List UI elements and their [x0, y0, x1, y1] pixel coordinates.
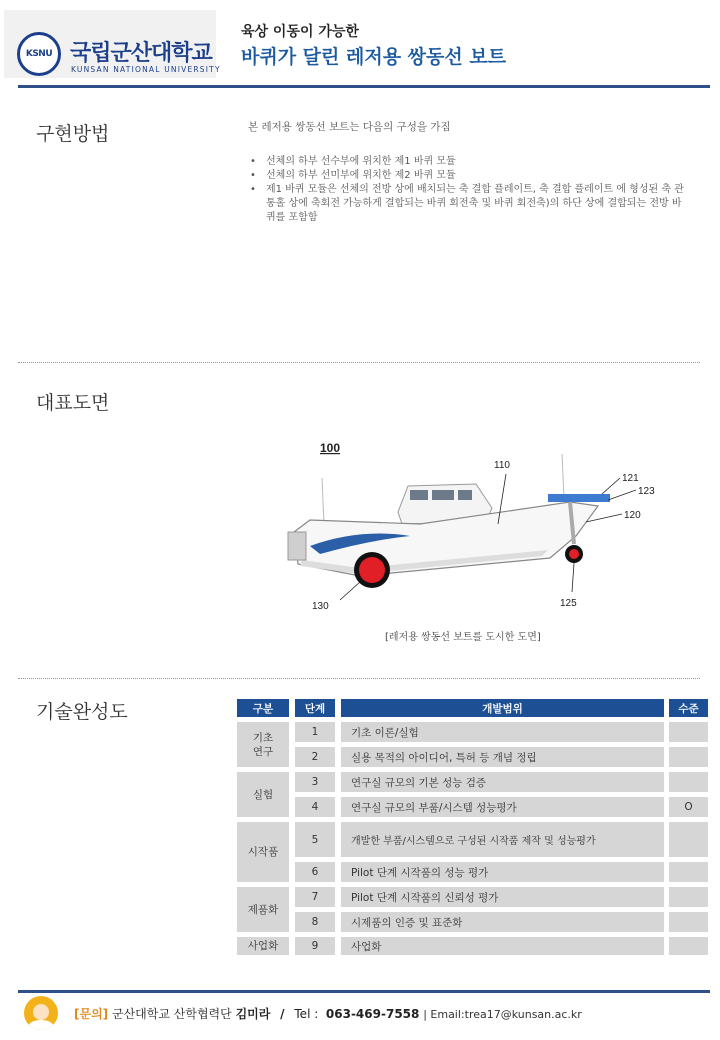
level-cell [669, 822, 708, 857]
leader-123 [608, 490, 636, 500]
stage-cell: 2 [295, 747, 335, 767]
stage-cell: 5 [295, 822, 335, 857]
rear-pole [562, 454, 564, 498]
person-avatar-icon [24, 996, 58, 1030]
level-cell [669, 772, 708, 792]
level-cell-current: O [669, 797, 708, 817]
rear-wheel-rim [359, 557, 385, 583]
level-cell [669, 862, 708, 882]
stage-cell: 8 [295, 912, 335, 932]
stage-cell: 6 [295, 862, 335, 882]
scope-cell: 개발한 부품/시스템으로 구성된 시작품 제작 및 성능평가 [341, 822, 664, 857]
category-basic-research: 기초 연구 [237, 722, 289, 767]
implementation-list [248, 155, 688, 225]
label-125: 125 [560, 598, 577, 609]
mast-line [322, 478, 324, 524]
header-divider [18, 85, 710, 88]
scope-cell: 연구실 규모의 부품/시스템 성능평가 [341, 797, 664, 817]
scope-cell: 실용 목적의 아이디어, 특허 등 개념 정립 [341, 747, 664, 767]
contact-info [74, 1005, 582, 1022]
label-120: 120 [624, 510, 641, 521]
leader-130 [340, 582, 360, 600]
leader-121 [602, 478, 620, 494]
section-title-drawing: 대표도면 [36, 392, 110, 414]
stage-cell: 9 [295, 937, 335, 955]
list-item: • 선체의 하부 선수부에 위치한 제1 바퀴 모듈 [248, 155, 688, 169]
level-cell [669, 887, 708, 907]
scope-cell: 시제품의 인증 및 표준화 [341, 912, 664, 932]
section-divider [18, 362, 700, 363]
section-title-implementation: 구현방법 [36, 123, 110, 145]
header-stage: 단계 [295, 699, 335, 717]
avatar-face [33, 1004, 49, 1020]
implementation-intro: 본 레저용 쌍동선 보트는 다음의 구성을 가짐 [248, 121, 451, 133]
page-title: 바퀴가 달린 레저용 쌍동선 보트 [241, 46, 507, 68]
label-100: 100 [320, 441, 341, 455]
contact-org: 군산대학교 산학협력단 [111, 1007, 232, 1021]
separator: / [280, 1007, 285, 1021]
tel-label: Tel : [294, 1007, 319, 1021]
outboard-engine [288, 532, 306, 560]
label-123: 123 [638, 486, 655, 497]
stage-cell: 3 [295, 772, 335, 792]
scope-cell: Pilot 단계 시작품의 성능 평가 [341, 862, 664, 882]
category-experiment: 실험 [237, 772, 289, 817]
axle-plate [548, 494, 610, 502]
level-cell [669, 912, 708, 932]
front-wheel-hub [569, 549, 579, 559]
list-item: • 선체의 하부 선미부에 위치한 제2 바퀴 모듈 [248, 169, 688, 183]
level-cell [669, 937, 708, 955]
university-emblem-icon [17, 32, 61, 76]
category-prototype: 시작품 [237, 822, 289, 882]
label-130: 130 [312, 601, 329, 612]
header-scope: 개발범위 [341, 699, 664, 717]
university-logo [4, 10, 221, 78]
boat-drawing [280, 436, 680, 616]
scope-cell: 기초 이론/실험 [341, 722, 664, 742]
header-category: 구분 [237, 699, 289, 717]
section-title-maturity: 기술완성도 [36, 701, 128, 723]
emblem-text: KSNU [25, 49, 53, 59]
level-cell [669, 747, 708, 767]
cabin-window [410, 490, 428, 500]
stage-cell: 4 [295, 797, 335, 817]
category-productization: 제품화 [237, 887, 289, 932]
contact-phone[interactable]: 063-469-7558 [325, 1007, 420, 1021]
scope-cell: 연구실 규모의 기본 성능 검증 [341, 772, 664, 792]
section-divider [18, 678, 700, 679]
page-subtitle: 육상 이동이 가능한 [241, 24, 359, 40]
label-110: 110 [494, 460, 510, 471]
inquiry-label: [문의] [74, 1007, 109, 1021]
list-item: • 제1 바퀴 모듈은 선체의 전방 상에 배치되는 축 결합 플레이트, 축 결합 플레이트 에 형성된 축 관통홀 상에 축회전 가능하게 결합되는 바퀴 회전축 및 바퀴 회전축)의 하단 상에 결합되는 전방 바퀴를 포함함 [248, 183, 688, 225]
contact-email[interactable]: | Email:trea17@kunsan.ac.kr [423, 1008, 582, 1021]
cabin-window [458, 490, 472, 500]
level-cell [669, 722, 708, 742]
leader-125 [572, 563, 574, 592]
logo-english-name: KUNSAN NATIONAL UNIVERSITY [71, 65, 221, 74]
scope-cell: Pilot 단계 시작품의 신뢰성 평가 [341, 887, 664, 907]
logo-korean-name: 국립군산대학교 [70, 41, 212, 66]
contact-name: 김미라 [235, 1007, 271, 1021]
stage-cell: 1 [295, 722, 335, 742]
drawing-caption: [레저용 쌍동선 보트를 도시한 도면] [385, 632, 541, 643]
stage-cell: 7 [295, 887, 335, 907]
label-121: 121 [622, 473, 639, 484]
category-commercialization: 사업화 [237, 937, 289, 955]
avatar-body [28, 1020, 54, 1030]
footer-divider [18, 990, 710, 993]
scope-cell: 사업화 [341, 937, 664, 955]
cabin-window [432, 490, 454, 500]
header-level: 수준 [669, 699, 708, 717]
